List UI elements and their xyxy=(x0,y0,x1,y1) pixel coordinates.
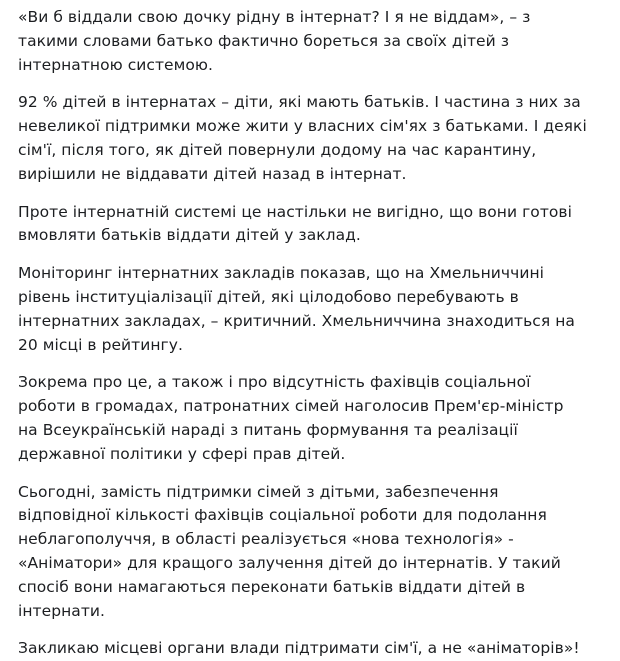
post-paragraph: Сьогодні, замість підтримки сімей з дітьми, забезпечення відповідної кількості фахівців соціальної роботи для подолання неблагополуччя, в області реалізується «нова технологія» - «Аніматори» для кращого залучення дітей до інтернатів. У такий спосіб вони намагаються переконати батьків віддати дітей в інтернати. xyxy=(18,482,561,620)
post-paragraph: Проте інтернатній системі це настільки не вигідно, що вони готові вмовляти батьків віддати дітей у заклад. xyxy=(18,202,572,245)
post-text xyxy=(18,6,618,661)
post-paragraph: Зокрема про це, а також і про відсутність фахівців соціальної роботи в громадах, патронатних сімей наголосив Прем'єр-міністр на Всеукраїнській нараді з питань формування та реалізації державної політики у сфері прав дітей. xyxy=(18,373,564,463)
post-paragraph: Закликаю місцеві органи влади підтримати сім'ї, а не «аніматорів»! xyxy=(18,639,580,658)
post-paragraph: Моніторинг інтернатних закладів показав, що на Хмельниччині рівень інституціалізації дітей, які цілодобово перебувають в інтернатних закладах, – критичний. Хмельниччина знаходиться на 20 місці в рейтингу. xyxy=(18,264,575,354)
post-paragraph: «Ви б віддали свою дочку рідну в інтернат? І я не віддам», – з такими словами батько фактично бореться за своїх дітей з інтернатною системою. xyxy=(18,8,531,74)
post-paragraph: 92 % дітей в інтернатах – діти, які мають батьків. І частина з них за невеликої підтримки може жити у власних сім'ях з батьками. І деякі сім'ї, після того, як дітей повернули додому на час карантину, вирішили не віддавати дітей назад в інтернат. xyxy=(18,93,587,183)
